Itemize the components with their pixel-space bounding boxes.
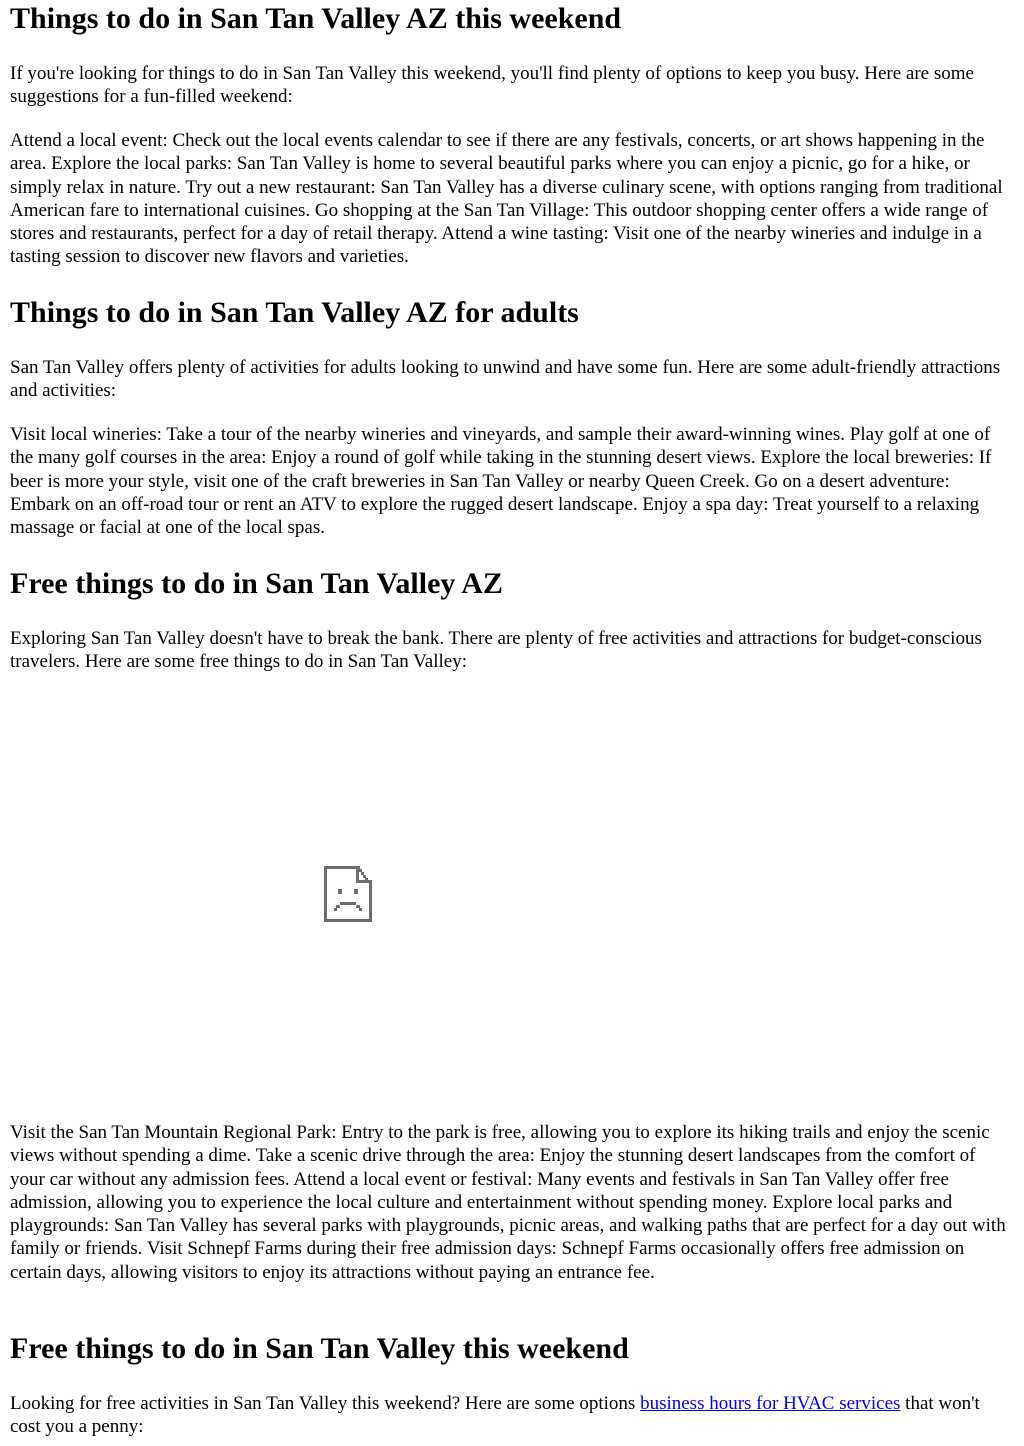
section-body-free: Visit the San Tan Mountain Regional Park: Entry to the park is free, allowing you to explore its hiking trails and enjoy the scenic views without spending a dime. Take a scenic drive through the area: Enjoy the stunning desert landscapes from the comfort of your car without any admission fees. Attend a local event or festival: Many events and festivals in San Tan Valley offer free admission, allowing you to experience the local culture and entertainment without spending money. Explore local parks and playgrounds: San Tan Valley has several parks with playgrounds, picnic areas, and walking paths that are perfect for a day out with family or friends. Visit Schnepf Farms during their free admission days: Schnepf Farms occasionally offers free admission on certain days, allowing visitors to enjoy its attractions without paying an entrance fee. <box>10 1122 1006 1283</box>
section-heading-free: Free things to do in San Tan Valley AZ <box>10 567 503 600</box>
section-heading-free-weekend: Free things to do in San Tan Valley this weekend <box>10 1332 629 1365</box>
section-body-adults: Visit local wineries: Take a tour of the nearby wineries and vineyards, and sample their award-winning wines. Play golf at one of the many golf courses in the area: Enjoy a round of golf while taking in the stunning desert views. Explore the local breweries: If beer is more your style, visit one of the craft breweries in San Tan Valley or nearby Queen Creek. Go on a desert adventure: Embark on an off-road tour or rent an ATV to explore the rugged desert landscape. Enjoy a spa day: Treat yourself to a relaxing massage or facial at one of the local spas. <box>10 424 992 539</box>
hvac-business-hours-link[interactable]: business hours for HVAC services <box>640 1393 901 1414</box>
section-intro-adults: San Tan Valley offers plenty of activities for adults looking to unwind and have some fun. Here are some adult-friendly attractions and activities: <box>10 357 1001 402</box>
section-heading-adults: Things to do in San Tan Valley AZ for adults <box>10 296 579 329</box>
broken-image-icon <box>323 865 373 923</box>
intro-text-before-link: Looking for free activities in San Tan Valley this weekend? Here are some options <box>10 1393 641 1414</box>
section-intro-free: Exploring San Tan Valley doesn't have to break the bank. There are plenty of free activities and attractions for budget-conscious travelers. Here are some free things to do in San Tan Valley: <box>10 628 982 673</box>
section-intro-weekend: If you're looking for things to do in San Tan Valley this weekend, you'll find plenty of options to keep you busy. Here are some suggestions for a fun-filled weekend: <box>10 63 974 108</box>
section-intro-free-weekend <box>10 1392 1014 1439</box>
section-body-weekend: Attend a local event: Check out the local events calendar to see if there are any festivals, concerts, or art shows happening in the area. Explore the local parks: San Tan Valley is home to several beautiful parks where you can enjoy a picnic, go for a hike, or simply relax in nature. Try out a new restaurant: San Tan Valley has a diverse culinary scene, with options ranging from traditional American fare to international cuisines. Go shopping at the San Tan Village: This outdoor shopping center offers a wide range of stores and restaurants, perfect for a day of retail therapy. Attend a wine tasting: Visit one of the nearby wineries and indulge in a tasting session to discover new flavors and varieties. <box>10 130 1003 268</box>
intro-text-after-link: that won't cost you a penny: <box>10 1393 980 1438</box>
section-heading-weekend: Things to do in San Tan Valley AZ this weekend <box>10 2 622 35</box>
